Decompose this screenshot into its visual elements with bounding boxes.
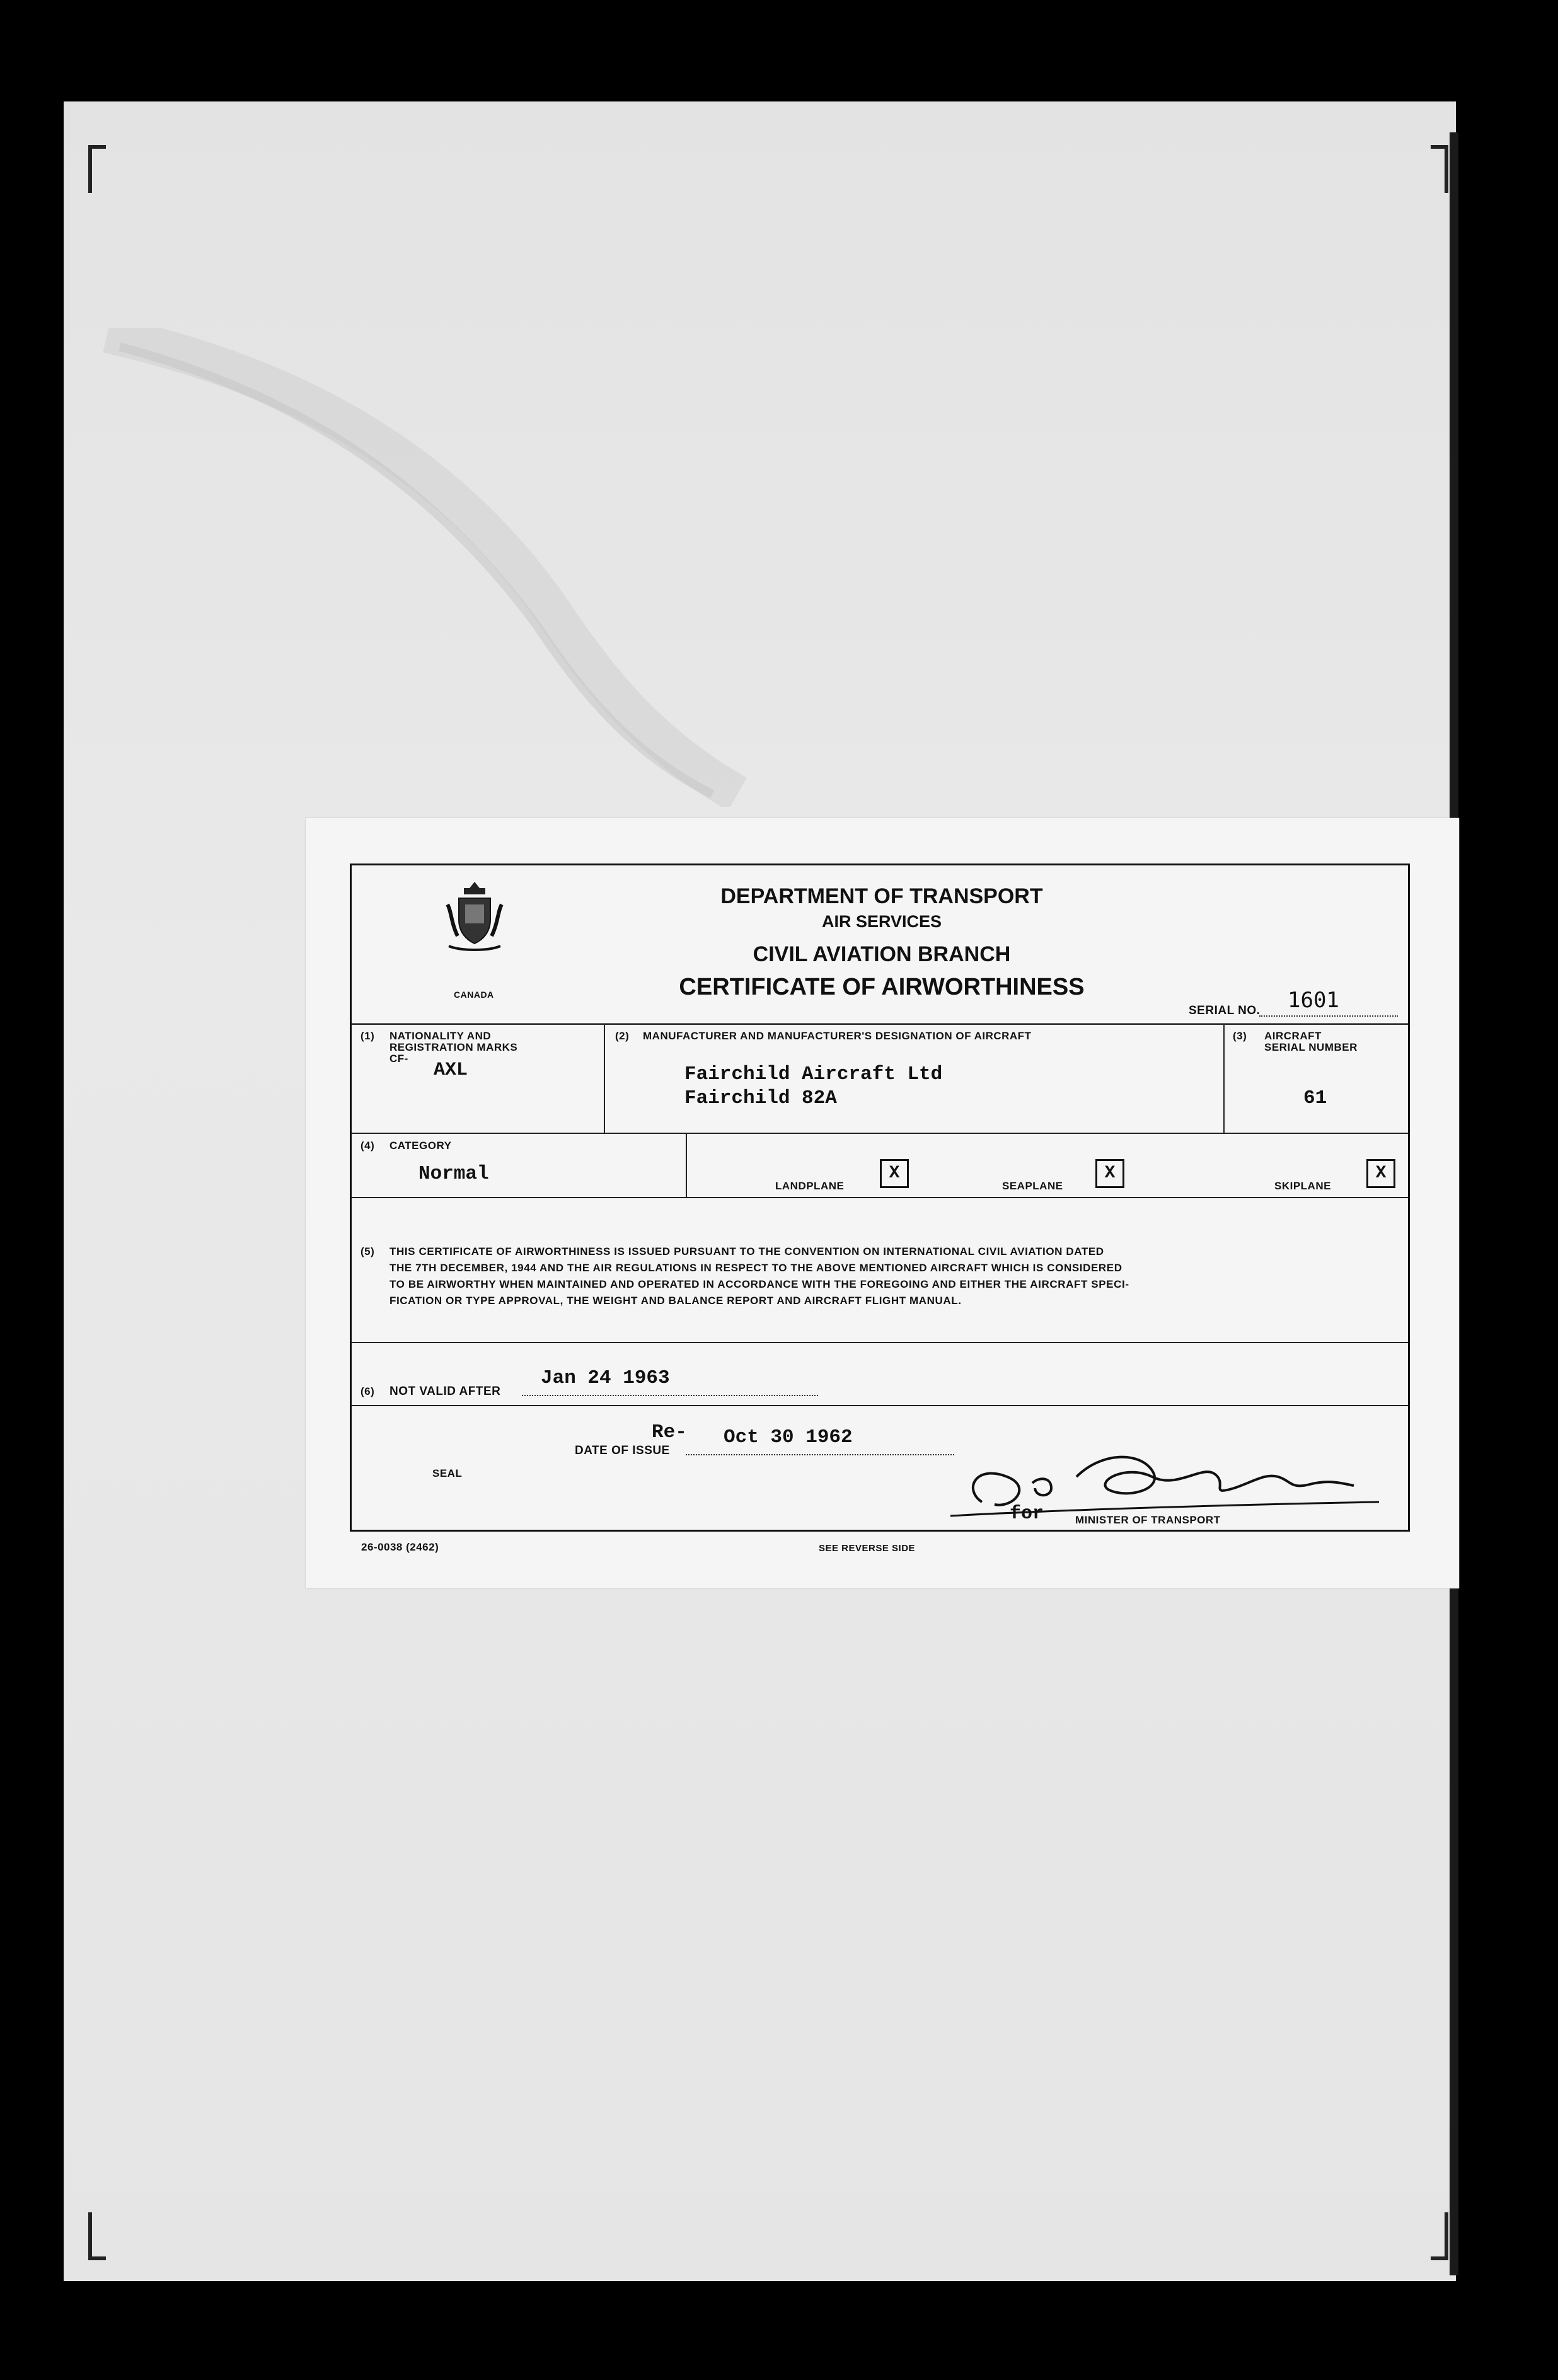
crop-mark-bottom-right (1431, 2212, 1448, 2260)
airworthiness-statement-line-2: THE 7TH DECEMBER, 1944 AND THE AIR REGULATIONS IN RESPECT TO THE ABOVE MENTIONED AIRCRAFT WHICH IS CONSIDERED (390, 1262, 1122, 1274)
landplane-checkbox[interactable]: X (880, 1159, 909, 1188)
serial-dotted-line (1259, 1015, 1398, 1017)
date-of-issue-value: Oct 30 1962 (724, 1426, 853, 1448)
certificate-frame (350, 864, 1410, 1532)
crop-mark-bottom-left (88, 2212, 106, 2260)
landplane-label: LANDPLANE (775, 1180, 845, 1192)
registration-value: AXL (434, 1060, 468, 1081)
airworthiness-statement-line-4: FICATION OR TYPE APPROVAL, THE WEIGHT AND BALANCE REPORT AND AIRCRAFT FLIGHT MANUAL. (390, 1295, 962, 1307)
row1-divider-a (604, 1024, 605, 1133)
see-reverse-side: SEE REVERSE SIDE (819, 1543, 916, 1554)
manufacturer-value: Fairchild Aircraft Ltd (684, 1063, 943, 1085)
field1-label-b: REGISTRATION MARKS (390, 1041, 518, 1053)
date-of-issue-label: DATE OF ISSUE (575, 1444, 670, 1457)
reissue-prefix: Re- (652, 1421, 687, 1443)
header-divider (352, 1023, 1408, 1025)
seaplane-checkbox[interactable]: X (1095, 1159, 1124, 1188)
serial-label: SERIAL NO. (1189, 1004, 1261, 1017)
skiplane-checkbox[interactable]: X (1366, 1159, 1395, 1188)
category-value: Normal (418, 1163, 489, 1185)
field6-number: (6) (361, 1385, 375, 1397)
seaplane-label: SEAPLANE (1002, 1180, 1063, 1192)
certificate-card (306, 818, 1459, 1588)
not-valid-after-label: NOT VALID AFTER (390, 1385, 501, 1398)
field1-prefix: CF- (390, 1053, 408, 1065)
field1-label-a: NATIONALITY AND (390, 1030, 492, 1042)
paper-stain (82, 328, 775, 807)
air-services-subtitle: AIR SERVICES (821, 912, 942, 931)
field5-number: (5) (361, 1245, 375, 1257)
crop-mark-top-left (88, 145, 106, 193)
field4-number: (4) (361, 1140, 375, 1152)
branch-title: CIVIL AVIATION BRANCH (753, 942, 1011, 966)
field3-number: (3) (1233, 1030, 1247, 1042)
seal-label: SEAL (432, 1467, 463, 1479)
serial-value: 1601 (1288, 988, 1339, 1013)
not-valid-after-dotted-line (522, 1395, 818, 1396)
designation-value: Fairchild 82A (684, 1087, 837, 1109)
date-of-issue-dotted-line (686, 1454, 954, 1455)
field3-label-a: AIRCRAFT (1264, 1030, 1322, 1042)
row2-divider (686, 1134, 687, 1197)
emblem-caption: CANADA (454, 990, 494, 1000)
row1-divider-b (1223, 1024, 1225, 1133)
field1-number: (1) (361, 1030, 375, 1042)
field2-number: (2) (615, 1030, 630, 1042)
department-title: DEPARTMENT OF TRANSPORT (720, 884, 1043, 908)
row2-bottom-line (352, 1197, 1408, 1198)
minister-label: MINISTER OF TRANSPORT (1075, 1514, 1221, 1526)
airworthiness-statement-line-1: THIS CERTIFICATE OF AIRWORTHINESS IS ISSUED PURSUANT TO THE CONVENTION ON INTERNATIONAL CIVIL AVIATION DATED (390, 1245, 1104, 1257)
form-number: 26-0038 (2462) (361, 1541, 439, 1553)
row1-bottom-line (352, 1133, 1408, 1134)
for-text: for (1010, 1503, 1044, 1525)
field3-label-b: SERIAL NUMBER (1264, 1041, 1358, 1053)
airworthiness-statement-line-3: TO BE AIRWORTHY WHEN MAINTAINED AND OPERATED IN ACCORDANCE WITH THE FOREGOING AND EITHER THE AIRCRAFT SPECI- (390, 1278, 1129, 1290)
skiplane-label: SKIPLANE (1274, 1180, 1331, 1192)
crop-mark-top-right (1431, 145, 1448, 193)
aircraft-serial-value: 61 (1303, 1087, 1327, 1109)
certificate-title: CERTIFICATE OF AIRWORTHINESS (679, 974, 1085, 1000)
field4-label: CATEGORY (390, 1140, 452, 1152)
not-valid-after-value: Jan 24 1963 (541, 1367, 670, 1389)
row3-bottom-line (352, 1342, 1408, 1343)
field2-label: MANUFACTURER AND MANUFACTURER'S DESIGNATION OF AIRCRAFT (643, 1030, 1032, 1042)
row4-bottom-line (352, 1405, 1408, 1406)
